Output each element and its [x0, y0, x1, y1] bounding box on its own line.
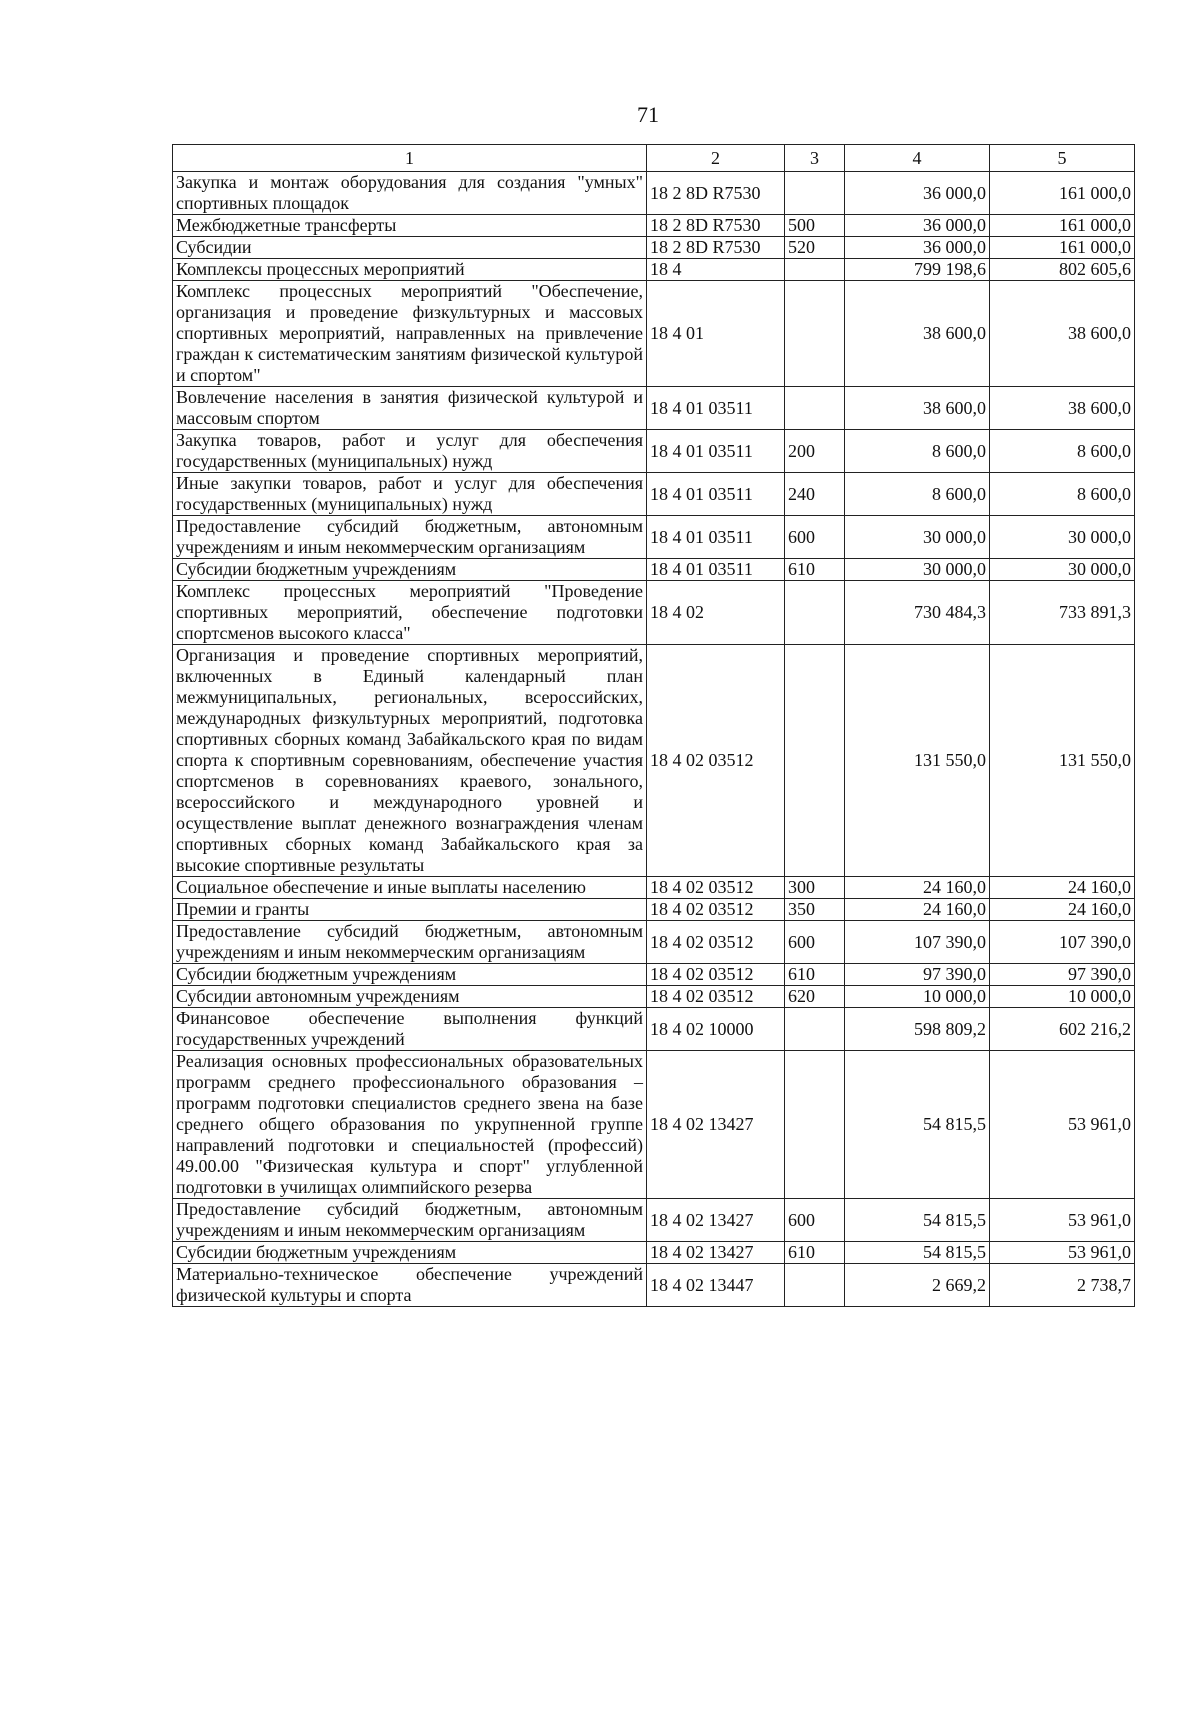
row-expense-type: 200 [785, 430, 845, 473]
table-row [173, 237, 1135, 259]
table-row [173, 877, 1135, 899]
row-amount-1: 24 160,0 [845, 877, 990, 899]
row-amount-2: 2 738,7 [990, 1264, 1135, 1307]
header-col-3: 3 [785, 145, 845, 172]
row-amount-1: 36 000,0 [845, 215, 990, 237]
row-amount-2: 161 000,0 [990, 172, 1135, 215]
row-expense-type: 520 [785, 237, 845, 259]
row-code: 18 4 02 03512 [647, 645, 785, 877]
table-row [173, 921, 1135, 964]
row-code: 18 4 [647, 259, 785, 281]
row-amount-2: 8 600,0 [990, 430, 1135, 473]
row-name: Организация и проведение спортивных мероприятий, включенных в Единый календарный план межмуниципальных, региональных, всероссийских, международных физкультурных мероприятий, подготовка спортивных сборных команд Забайкальского края по видам спорта к спортивным соревнованиям, обеспечение участия спортсменов в соревнованиях краевого, зонального, всероссийского и международного уровней и осуществление выплат денежного вознаграждения членам спортивных сборных команд Забайкальского края за высокие спортивные результаты [173, 645, 647, 877]
row-amount-1: 799 198,6 [845, 259, 990, 281]
row-name: Предоставление субсидий бюджетным, автономным учреждениям и иным некоммерческим организациям [173, 516, 647, 559]
row-expense-type: 350 [785, 899, 845, 921]
row-code: 18 4 01 03511 [647, 473, 785, 516]
row-amount-2: 53 961,0 [990, 1051, 1135, 1199]
row-code: 18 4 02 10000 [647, 1008, 785, 1051]
row-expense-type [785, 1051, 845, 1199]
row-amount-2: 733 891,3 [990, 581, 1135, 645]
row-amount-1: 36 000,0 [845, 172, 990, 215]
row-amount-1: 30 000,0 [845, 516, 990, 559]
table-row [173, 899, 1135, 921]
table-row [173, 387, 1135, 430]
row-expense-type: 610 [785, 964, 845, 986]
header-col-1: 1 [173, 145, 647, 172]
row-expense-type: 600 [785, 1199, 845, 1242]
row-amount-1: 598 809,2 [845, 1008, 990, 1051]
row-amount-1: 2 669,2 [845, 1264, 990, 1307]
table-row [173, 259, 1135, 281]
row-amount-2: 53 961,0 [990, 1242, 1135, 1264]
row-code: 18 4 02 13427 [647, 1199, 785, 1242]
row-code: 18 4 01 03511 [647, 387, 785, 430]
row-expense-type: 610 [785, 559, 845, 581]
table-row [173, 559, 1135, 581]
row-name: Субсидии бюджетным учреждениям [173, 559, 647, 581]
row-amount-1: 8 600,0 [845, 430, 990, 473]
row-amount-2: 97 390,0 [990, 964, 1135, 986]
row-amount-1: 131 550,0 [845, 645, 990, 877]
row-amount-1: 8 600,0 [845, 473, 990, 516]
row-code: 18 4 02 13427 [647, 1242, 785, 1264]
row-name: Межбюджетные трансферты [173, 215, 647, 237]
row-expense-type: 620 [785, 986, 845, 1008]
row-name: Премии и гранты [173, 899, 647, 921]
row-code: 18 4 01 03511 [647, 516, 785, 559]
row-amount-1: 24 160,0 [845, 899, 990, 921]
page-number: 71 [637, 102, 659, 127]
row-amount-2: 161 000,0 [990, 237, 1135, 259]
budget-table [172, 144, 1135, 1307]
row-amount-1: 36 000,0 [845, 237, 990, 259]
row-name: Реализация основных профессиональных образовательных программ среднего профессионального образования – программ подготовки специалистов среднего звена на базе среднего общего образования по укрупненной группе направлений подготовки и специальностей (профессий) 49.00.00 "Физическая культура и спорт" углубленной подготовки в училищах олимпийского резерва [173, 1051, 647, 1199]
row-code: 18 4 01 [647, 281, 785, 387]
row-amount-2: 161 000,0 [990, 215, 1135, 237]
row-amount-1: 54 815,5 [845, 1199, 990, 1242]
row-code: 18 4 02 [647, 581, 785, 645]
table-row [173, 281, 1135, 387]
table-row [173, 430, 1135, 473]
row-expense-type [785, 581, 845, 645]
table-row [173, 1051, 1135, 1199]
row-code: 18 4 02 03512 [647, 921, 785, 964]
row-expense-type [785, 1264, 845, 1307]
row-name: Субсидии автономным учреждениям [173, 986, 647, 1008]
table-row [173, 986, 1135, 1008]
row-name: Закупка товаров, работ и услуг для обеспечения государственных (муниципальных) нужд [173, 430, 647, 473]
row-expense-type: 240 [785, 473, 845, 516]
row-amount-2: 802 605,6 [990, 259, 1135, 281]
row-amount-2: 30 000,0 [990, 516, 1135, 559]
row-name: Социальное обеспечение и иные выплаты населению [173, 877, 647, 899]
row-code: 18 4 01 03511 [647, 559, 785, 581]
row-code: 18 4 02 03512 [647, 964, 785, 986]
table-row [173, 215, 1135, 237]
row-code: 18 2 8D R7530 [647, 237, 785, 259]
row-expense-type: 600 [785, 921, 845, 964]
row-amount-2: 107 390,0 [990, 921, 1135, 964]
row-name: Комплекс процессных мероприятий "Проведение спортивных мероприятий, обеспечение подготовки спортсменов высокого класса" [173, 581, 647, 645]
row-name: Финансовое обеспечение выполнения функций государственных учреждений [173, 1008, 647, 1051]
table-row [173, 172, 1135, 215]
row-amount-2: 131 550,0 [990, 645, 1135, 877]
row-code: 18 4 02 03512 [647, 899, 785, 921]
row-name: Предоставление субсидий бюджетным, автономным учреждениям и иным некоммерческим организациям [173, 921, 647, 964]
row-code: 18 2 8D R7530 [647, 172, 785, 215]
table-row [173, 1242, 1135, 1264]
row-name: Субсидии [173, 237, 647, 259]
row-expense-type [785, 172, 845, 215]
row-name: Вовлечение населения в занятия физической культурой и массовым спортом [173, 387, 647, 430]
row-expense-type [785, 281, 845, 387]
row-amount-1: 54 815,5 [845, 1242, 990, 1264]
row-expense-type [785, 1008, 845, 1051]
row-amount-1: 10 000,0 [845, 986, 990, 1008]
table-row [173, 581, 1135, 645]
row-expense-type: 300 [785, 877, 845, 899]
row-amount-2: 10 000,0 [990, 986, 1135, 1008]
row-amount-2: 38 600,0 [990, 387, 1135, 430]
header-col-4: 4 [845, 145, 990, 172]
row-amount-2: 8 600,0 [990, 473, 1135, 516]
row-code: 18 4 02 03512 [647, 986, 785, 1008]
row-code: 18 2 8D R7530 [647, 215, 785, 237]
row-name: Комплекс процессных мероприятий "Обеспечение, организация и проведение физкультурных и массовых спортивных мероприятий, направленных на привлечение граждан к систематическим занятиям физической культурой и спортом" [173, 281, 647, 387]
row-expense-type: 610 [785, 1242, 845, 1264]
row-name: Материально-техническое обеспечение учреждений физической культуры и спорта [173, 1264, 647, 1307]
header-col-2: 2 [647, 145, 785, 172]
row-expense-type: 500 [785, 215, 845, 237]
row-amount-2: 24 160,0 [990, 899, 1135, 921]
row-amount-2: 24 160,0 [990, 877, 1135, 899]
row-amount-2: 53 961,0 [990, 1199, 1135, 1242]
row-code: 18 4 02 13447 [647, 1264, 785, 1307]
row-expense-type [785, 645, 845, 877]
row-amount-2: 602 216,2 [990, 1008, 1135, 1051]
row-amount-1: 38 600,0 [845, 281, 990, 387]
table-row [173, 473, 1135, 516]
row-expense-type [785, 387, 845, 430]
row-code: 18 4 02 03512 [647, 877, 785, 899]
table-row [173, 1199, 1135, 1242]
row-amount-1: 97 390,0 [845, 964, 990, 986]
table-row [173, 516, 1135, 559]
table-row [173, 1008, 1135, 1051]
row-name: Закупка и монтаж оборудования для создания "умных" спортивных площадок [173, 172, 647, 215]
row-amount-1: 30 000,0 [845, 559, 990, 581]
table-row [173, 1264, 1135, 1307]
row-name: Субсидии бюджетным учреждениям [173, 1242, 647, 1264]
row-amount-1: 730 484,3 [845, 581, 990, 645]
row-expense-type [785, 259, 845, 281]
row-amount-1: 107 390,0 [845, 921, 990, 964]
row-code: 18 4 02 13427 [647, 1051, 785, 1199]
row-amount-2: 30 000,0 [990, 559, 1135, 581]
row-name: Предоставление субсидий бюджетным, автономным учреждениям и иным некоммерческим организациям [173, 1199, 647, 1242]
row-name: Иные закупки товаров, работ и услуг для обеспечения государственных (муниципальных) нужд [173, 473, 647, 516]
row-code: 18 4 01 03511 [647, 430, 785, 473]
row-expense-type: 600 [785, 516, 845, 559]
row-name: Комплексы процессных мероприятий [173, 259, 647, 281]
row-amount-1: 38 600,0 [845, 387, 990, 430]
budget-table-body [173, 145, 1135, 1307]
table-row [173, 964, 1135, 986]
row-amount-1: 54 815,5 [845, 1051, 990, 1199]
row-name: Субсидии бюджетным учреждениям [173, 964, 647, 986]
table-header-row [173, 145, 1135, 172]
table-row [173, 645, 1135, 877]
header-col-5: 5 [990, 145, 1135, 172]
row-amount-2: 38 600,0 [990, 281, 1135, 387]
